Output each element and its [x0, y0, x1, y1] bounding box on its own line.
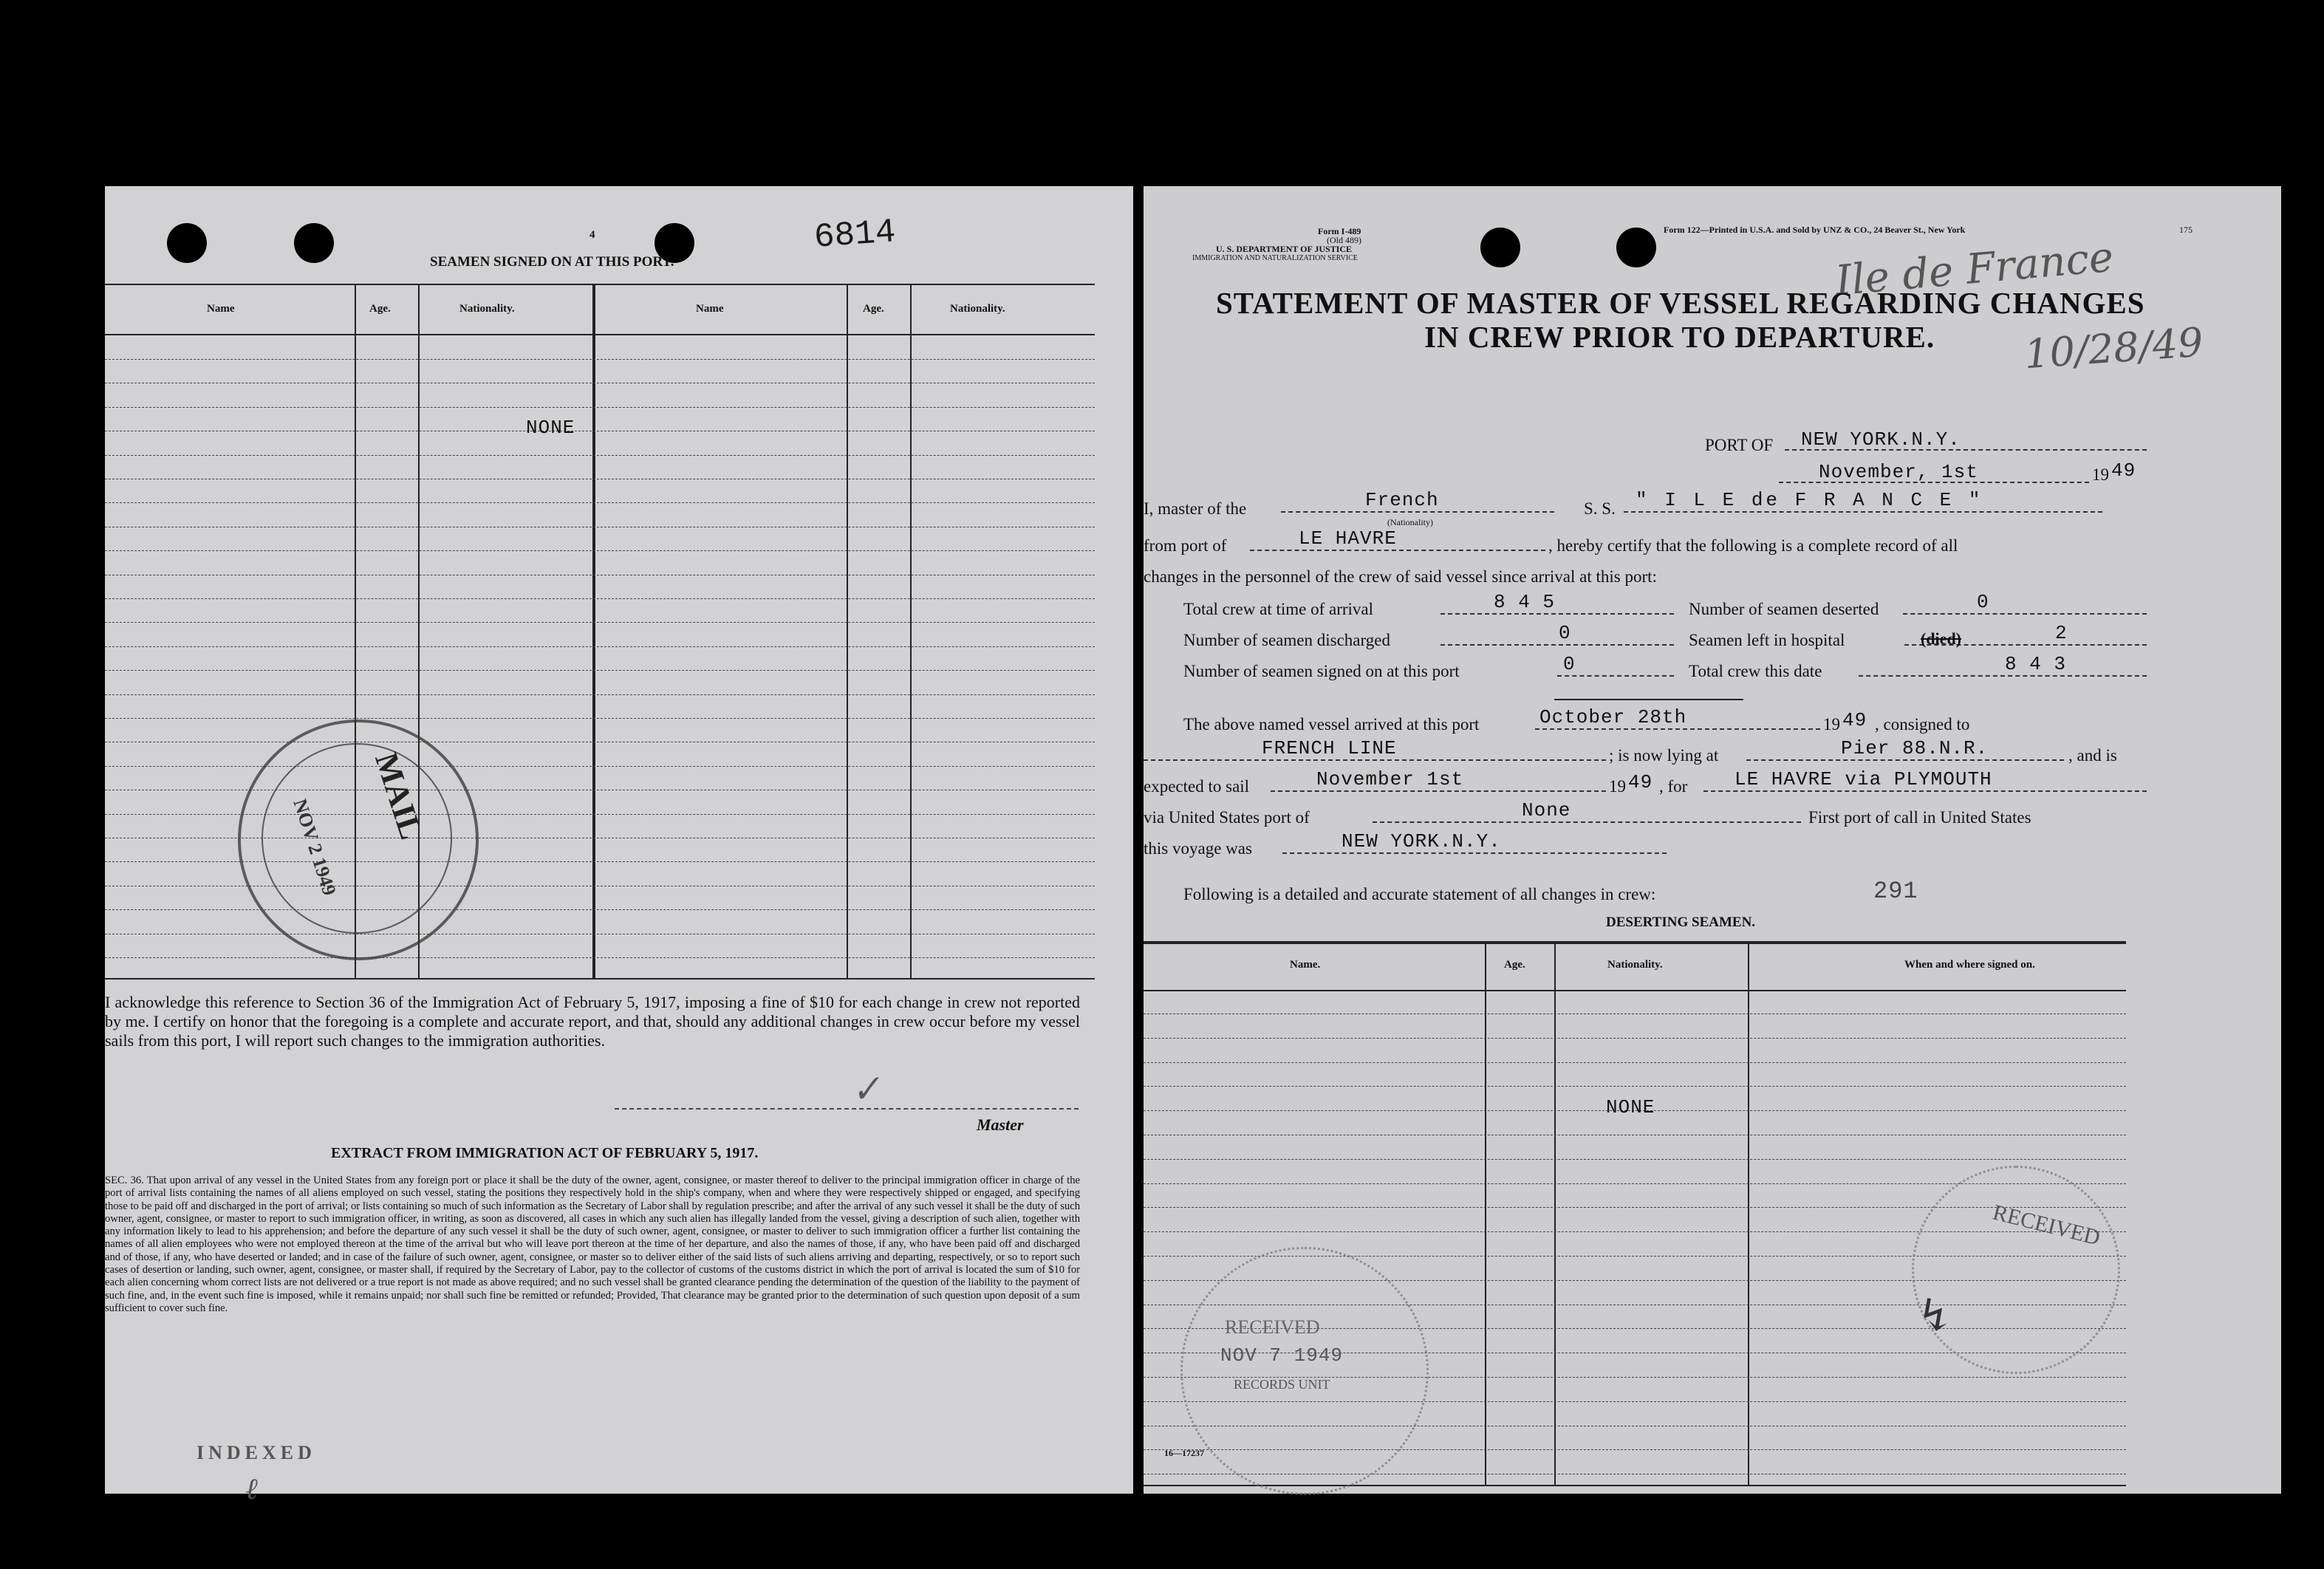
col-header-name: Name.: [1290, 959, 1321, 971]
ss-label: S. S.: [1584, 499, 1616, 518]
mail-stamp-word: MAIL: [368, 748, 430, 844]
acknowledgement-text: I acknowledge this reference to Section 36 of the Immigration Act of February 5, 1917, imposing a fine of $10 for each change in crew not reported by me. I certify on honor that the foregoing is a complete and accurate report, and that, should any additional changes in crew occur before my vessel sails from this port, I will report such changes to the immigration authorities.: [105, 993, 1080, 1050]
hospital-label: Seamen left in hospital: [1689, 631, 1845, 649]
ruled-line: [105, 957, 1095, 958]
master-of-label: I, master of the: [1144, 499, 1247, 518]
mail-stamp-date: NOV 2 1949: [289, 796, 341, 898]
punch-hole: [294, 223, 334, 263]
records-stamp-word: RECEIVED: [1225, 1316, 1320, 1338]
from-port-label: from port of: [1144, 536, 1227, 555]
ruled-line: [105, 694, 1095, 695]
consignee-value: FRENCH LINE: [1262, 737, 1397, 759]
hospital-value: 2: [2055, 622, 2068, 644]
printer-code: 175: [2179, 225, 2193, 235]
left-title: SEAMEN SIGNED ON AT THIS PORT.: [430, 254, 674, 270]
deserted-label: Number of seamen deserted: [1689, 600, 1879, 618]
col-header-age: Age.: [863, 303, 884, 315]
via-port-value: None: [1522, 799, 1571, 821]
ruled-line: [105, 766, 1095, 767]
expected-label: expected to sail: [1144, 777, 1250, 796]
ruled-line: [1144, 1013, 2126, 1014]
voyage-label: this voyage was: [1144, 839, 1252, 858]
col-header-name: Name: [207, 303, 235, 315]
form-number: Form I-489: [1318, 226, 1361, 236]
consigned-label: , consigned to: [1875, 715, 1970, 734]
ruled-line: [105, 670, 1095, 671]
lying-label: ; is now lying at: [1609, 746, 1719, 765]
ruled-line: [1144, 1038, 2126, 1039]
sail-date: November 1st: [1316, 768, 1464, 790]
ruled-line: [105, 407, 1095, 408]
ruled-line: [105, 622, 1095, 623]
ruled-line: [1144, 1159, 2126, 1160]
port-label: PORT OF: [1705, 436, 1774, 454]
signed-on-label: Number of seamen signed on at this port: [1183, 662, 1460, 680]
sail-year: 49: [1628, 771, 1653, 793]
and-is-label: , and is: [2068, 746, 2117, 765]
department: U. S. DEPARTMENT OF JUSTICE: [1216, 244, 1353, 254]
received-initials: ↯: [1916, 1290, 1954, 1341]
left-entry: NONE: [526, 417, 575, 439]
ruled-line: [105, 646, 1095, 647]
col-header-age: Age.: [369, 303, 391, 315]
punch-hole: [167, 223, 207, 263]
received-stamp-word: RECEIVED: [1990, 1200, 2103, 1251]
nationality-caption: (Nationality): [1387, 517, 1433, 527]
ruled-line: [105, 598, 1095, 599]
destination-value: LE HAVRE via PLYMOUTH: [1735, 768, 1992, 790]
records-stamp-date: NOV 7 1949: [1220, 1344, 1344, 1367]
ruled-line: [1144, 1062, 2126, 1063]
right-page: Form I-489 (Old 489) U. S. DEPARTMENT OF JUSTICE IMMIGRATION AND NATURALIZATION SERVICE Form 122—Printed in U.S.A. and Sold by UNZ & CO., 24 Beaver St., New York 175 Ile de France 10/28/49 STATEMENT OF MASTER OF VESSEL REGARDING CHANGES IN CREW PRIOR TO DEPARTURE. PORT OF NEW YORK.N.Y. November, 1st 19 49 I, master of the French (Nationality) S. S. " I L E de F R A N C E " from port of LE HAVRE , hereby certify that the following is a complete record of all changes in the personnel of the crew of said vessel since arrival at this port: Total crew at time of arrival 8 4 5 Number of seamen deserted 0 Number of seamen discharged 0 Seamen left in hospital (died) 2 Number of seamen signed on at this port 0 Total crew this date 8 4 3 The above named vessel arrived at this port October 28th 19 49 , consigned to FRENCH LINE ; is now lying at Pier 88.N.R. , and is expected to sail November 1st 19 49 , for LE HAVRE via PLYMOUTH via United States port of None First port of call in United States this voyage was NEW YORK.N.Y. Following is a detailed and accurate statement of all changes in crew: 291 DESERTING SEAMEN. Name. Age. Nationality. When and where signed on. NONE RECEIVED ↯ RECEIVED NOV 7 1949 RECORDS UNIT 16—17237: [1144, 186, 2281, 1494]
col-header-age: Age.: [1504, 959, 1525, 971]
printer-line: Form 122—Printed in U.S.A. and Sold by UNZ & CO., 24 Beaver St., New York: [1664, 225, 1966, 235]
form-old: (Old 489): [1327, 235, 1361, 245]
discharged-value: 0: [1559, 622, 1571, 644]
handwritten-ship: Ile de France: [1833, 233, 2116, 306]
col-header-nationality: Nationality.: [1607, 959, 1663, 971]
punch-hole: [1480, 228, 1520, 267]
service: IMMIGRATION AND NATURALIZATION SERVICE: [1192, 254, 1358, 262]
signed-on-value: 0: [1563, 653, 1576, 675]
voyage-port-value: NEW YORK.N.Y.: [1342, 830, 1501, 852]
col-header-name: Name: [696, 303, 724, 315]
date-value: November, 1st: [1819, 461, 1978, 483]
total-date-value: 8 4 3: [2005, 653, 2067, 675]
port-value: NEW YORK.N.Y.: [1801, 428, 1961, 451]
pier-value: Pier 88.N.R.: [1841, 737, 1989, 759]
arrived-year: 49: [1842, 709, 1867, 731]
extract-title: EXTRACT FROM IMMIGRATION ACT OF FEBRUARY 5, 1917.: [331, 1145, 759, 1161]
deserting-title: DESERTING SEAMEN.: [1606, 915, 1756, 930]
col-header-nationality: Nationality.: [950, 303, 1005, 315]
hospital-struck: (died): [1921, 629, 1961, 648]
arrived-date: October 28th: [1539, 706, 1687, 728]
ruled-line: [105, 550, 1095, 551]
indexed-stamp: INDEXED: [196, 1442, 316, 1463]
year-prefix: 19: [2092, 465, 2109, 484]
for-label: , for: [1659, 777, 1688, 796]
received-stamp: [1912, 1166, 2120, 1374]
via-label: via United States port of: [1144, 808, 1310, 827]
footer-code: 16—17237: [1164, 1448, 1204, 1458]
records-stamp: [1180, 1247, 1429, 1495]
deserted-value: 0: [1977, 591, 1989, 613]
left-page: [105, 186, 1133, 1506]
following-label: Following is a detailed and accurate statement of all changes in crew:: [1183, 885, 1656, 903]
form-title-line1: STATEMENT OF MASTER OF VESSEL REGARDING CHANGES: [1216, 286, 2145, 320]
ruled-line: [105, 502, 1095, 503]
total-arrival-label: Total crew at time of arrival: [1183, 600, 1374, 618]
extract-text: SEC. 36. That upon arrival of any vessel in the United States from any foreign port or place it shall be the duty of the owner, agent, consignee, or master thereof to deliver to the principal immigration officer in charge of the port of arrival lists containing the names of all aliens employed on such vessel, stating the positions they respectively hold in the ship's company, when and where they were respectively shipped or engaged, and specifying those to be paid off and discharged in the port of arrival; or lists containing so much of such information as the Secretary of Labor shall by regulation prescribe; and after the arrival of any such vessel it shall be the duty of such owner, agent, consignee, or master to report to such immigration officer, in writing, as soon as discovered, all cases in which any such alien has illegally landed from the vessel, giving a description of such alien, together with any information likely to lead to his apprehension; and before the departure of any such vessel it shall be the duty of such owner, agent, consignee, or master to deliver to such immigration officer a further list containing the names of all alien employees who were not employed thereon at the time of the arrival but who will leave port thereon at the time of her departure, and also the names of those, if any, who have been paid off and discharged and of those, if any, who have deserted or landed; and in case of the failure of such owner, agent, consignee, or master so to deliver either of the said lists of such aliens arriving and departing, respectively, or so to report such cases of desertion or landing, such owner, agent, consignee, or master shall, if required by the Secretary of Labor, pay to the collector of customs of the customs district in which the port of arrival is located the sum of $10 for each alien concerning whom correct lists are not delivered or a true report is not made as above required; and no such vessel shall be granted clearance pending the determination of the question of the liability to the payment of such fine, and, in the event such fine is imposed, while it remains unpaid; nor shall such fine be remitted or refunded; Provided, That clearance may be granted prior to the determination of such question upon deposit of a sum sufficient to cover such fine.: [105, 1175, 1080, 1314]
punch-hole: [1616, 228, 1656, 267]
ruled-line: [105, 718, 1095, 719]
indexed-initials: ℓ: [245, 1472, 258, 1506]
first-port-label: First port of call in United States: [1808, 808, 2031, 827]
year-value: 49: [2111, 459, 2136, 482]
page-number: 4: [589, 229, 595, 241]
ruled-line: [105, 909, 1095, 910]
master-signature: ✓: [848, 1067, 884, 1112]
form-title-line2: IN CREW PRIOR TO DEPARTURE.: [1424, 320, 1935, 354]
change-number: 291: [1873, 878, 1918, 905]
records-stamp-unit: RECORDS UNIT: [1234, 1377, 1330, 1392]
col-header-nationality: Nationality.: [459, 303, 515, 315]
master-label: Master: [977, 1115, 1024, 1134]
nationality-value: French: [1365, 489, 1439, 511]
handwritten-number: 6814: [813, 213, 898, 257]
handwritten-date: 10/28/49: [2023, 318, 2205, 378]
ruled-line: [105, 455, 1095, 456]
from-port-value: LE HAVRE: [1299, 527, 1397, 550]
certify-text-2: changes in the personnel of the crew of said vessel since arrival at this port:: [1144, 567, 1657, 586]
certify-text: , hereby certify that the following is a complete record of all: [1548, 536, 1958, 555]
vessel-name: " I L E de F R A N C E ": [1636, 489, 1983, 511]
total-date-label: Total crew this date: [1689, 662, 1822, 680]
arrived-label: The above named vessel arrived at this port: [1183, 715, 1480, 734]
col-header-signed-on: When and where signed on.: [1904, 959, 2035, 971]
right-entry: NONE: [1606, 1096, 1655, 1118]
ruled-line: [105, 359, 1095, 360]
total-arrival-value: 8 4 5: [1494, 591, 1556, 613]
discharged-label: Number of seamen discharged: [1183, 631, 1390, 649]
ruled-line: [1144, 1086, 2126, 1087]
